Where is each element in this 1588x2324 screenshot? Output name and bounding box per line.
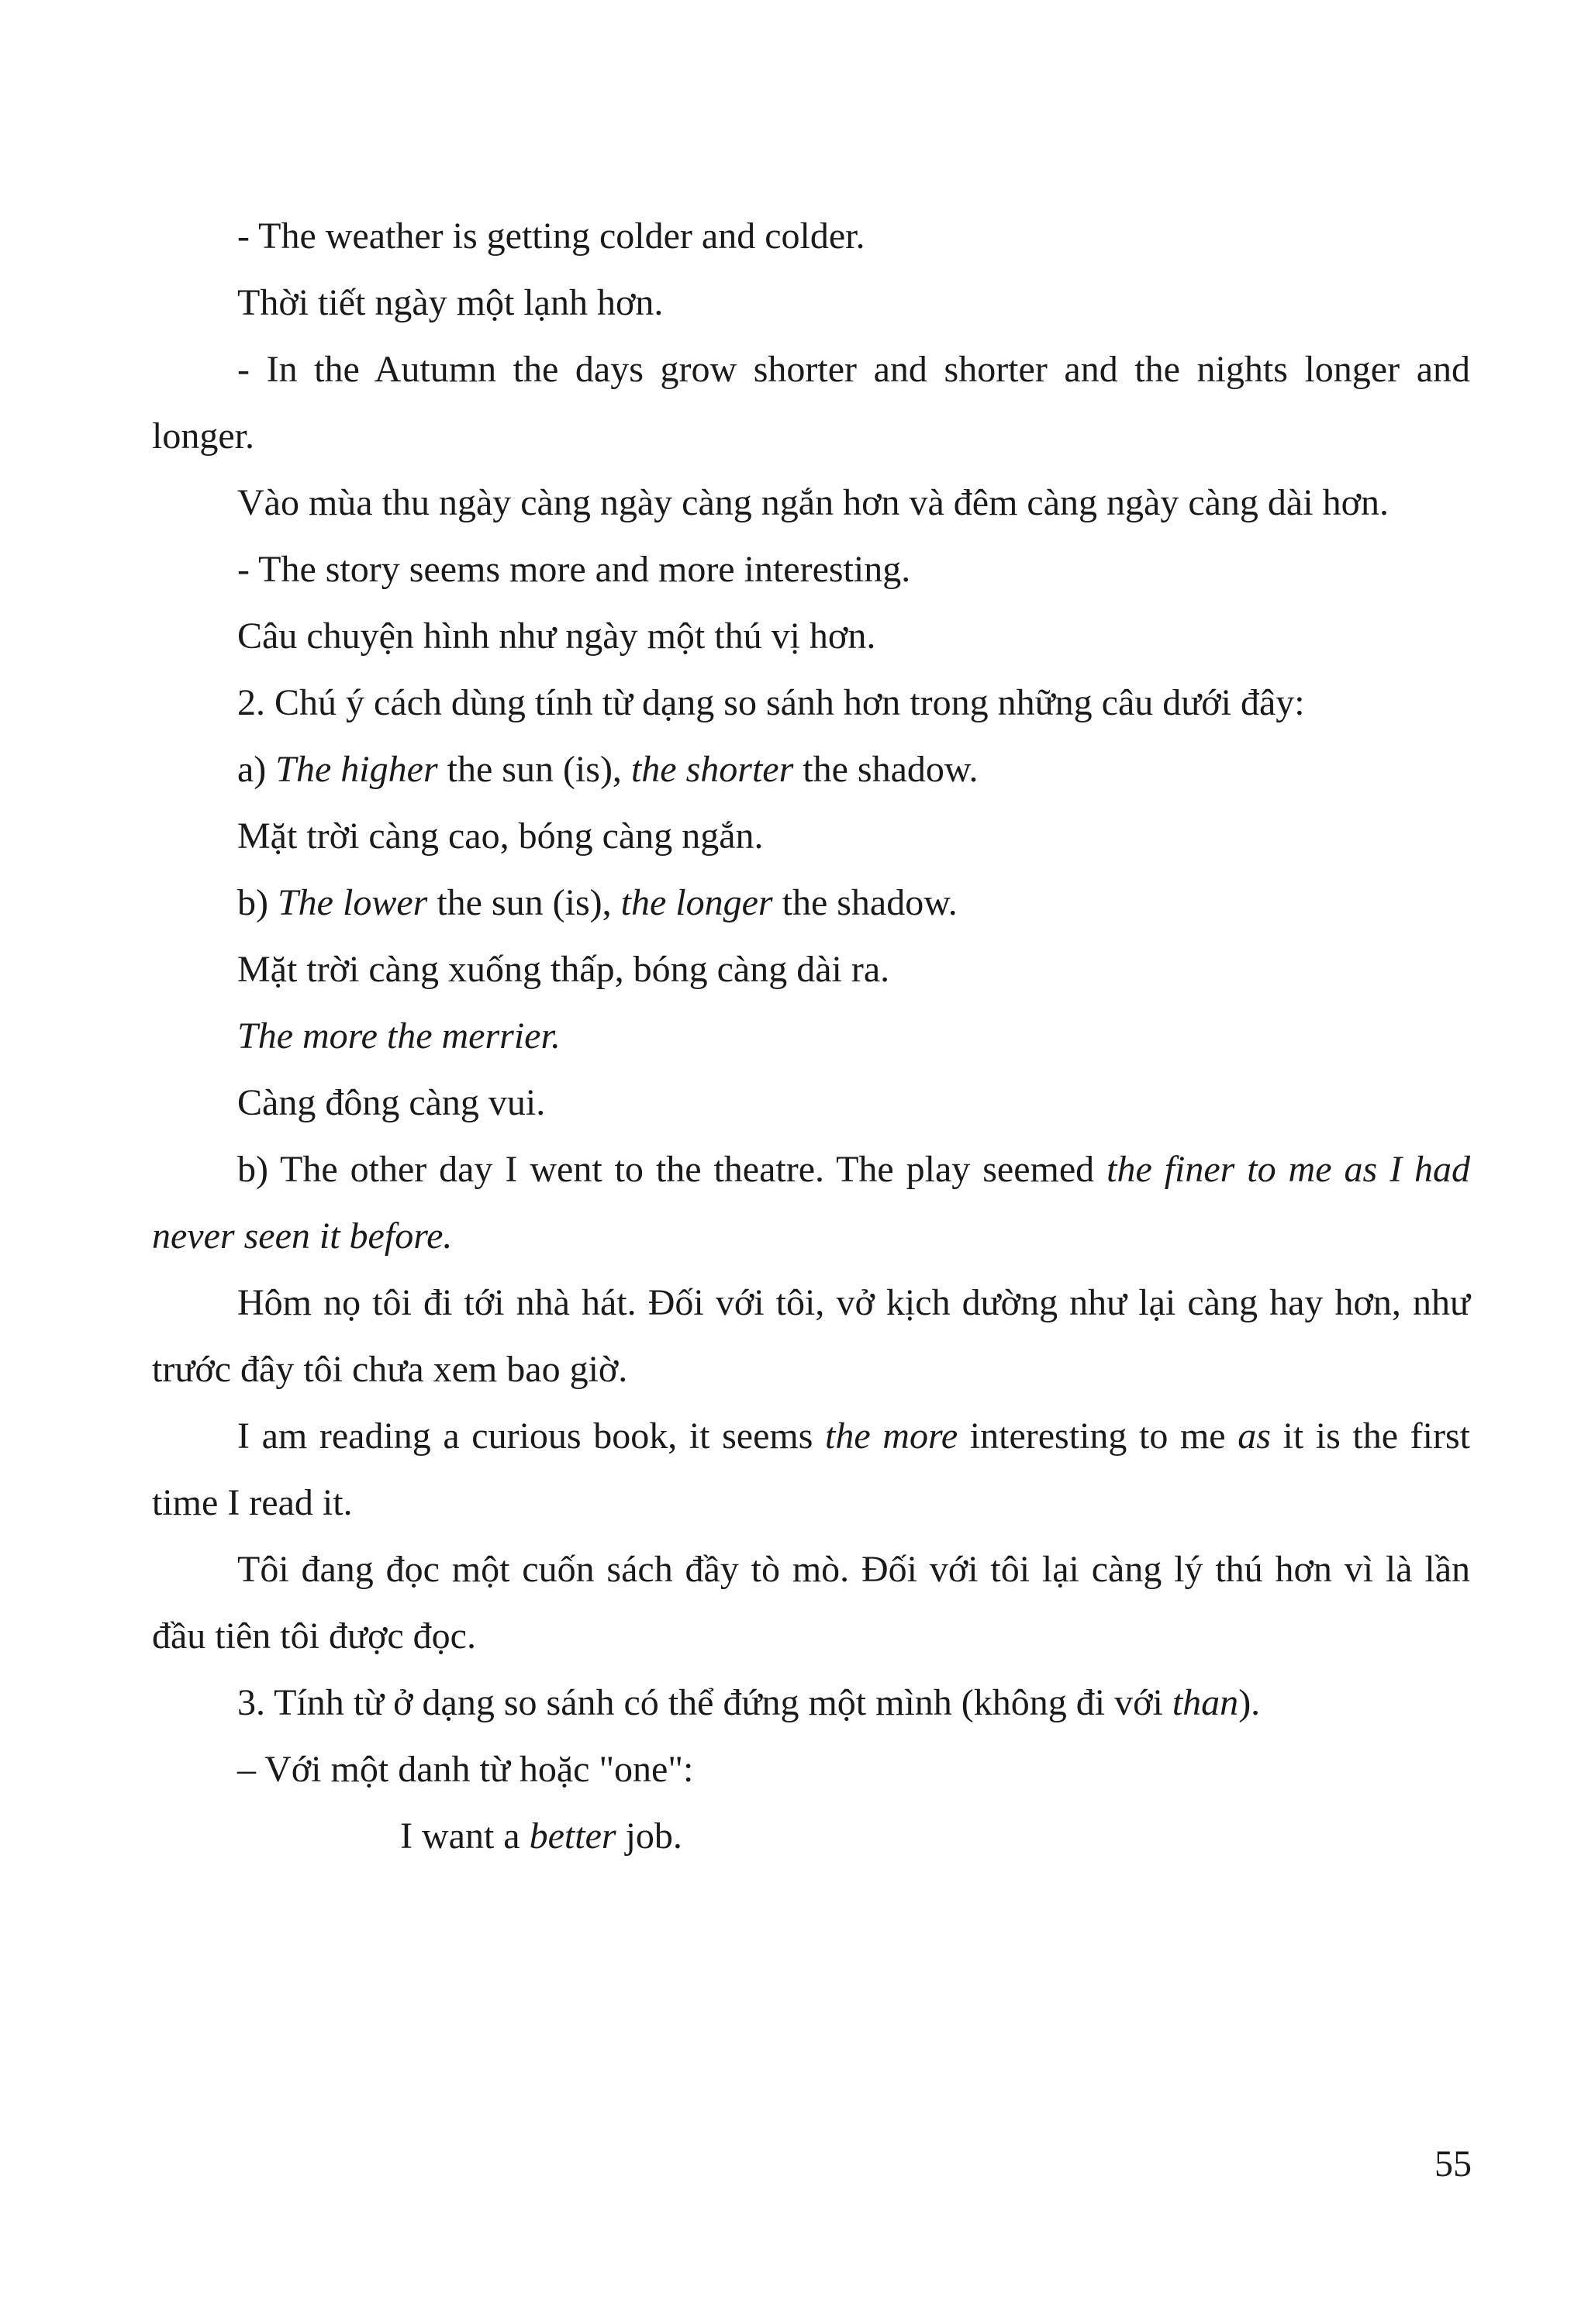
line-2-part-0: Thời tiết ngày một lạnh hơn. [237,282,664,323]
text-line-1 [152,203,1470,270]
text-line-15 [152,1270,1470,1403]
text-line-18 [152,1670,1470,1736]
text-line-14 [152,1136,1470,1270]
line-13-part-0: Càng đông càng vui. [237,1082,546,1123]
line-16-part-0: I am reading a curious book, it seems [237,1415,826,1457]
text-line-16 [152,1403,1470,1536]
line-8-part-3: the shorter [630,749,794,790]
line-20-part-0: I want a [400,1815,530,1857]
line-8-part-0: a) [237,749,276,790]
line-18-part-0: 3. Tính từ ở dạng so sánh có thể đứng một mình (không đi với [237,1682,1172,1723]
text-line-11 [152,936,1470,1003]
line-1-part-0: - The weather is getting colder and colder. [237,216,865,257]
line-10-part-0: b) [237,882,278,923]
line-20-part-2: job. [616,1815,682,1857]
line-8-part-4: the shadow. [793,749,979,790]
text-line-9 [152,803,1470,870]
line-16-part-2: interesting to me [958,1415,1238,1457]
line-14-part-1: the finer to me as I had never seen it before. [152,1149,1471,1257]
line-4-part-0: Vào mùa thu ngày càng ngày càng ngắn hơn và đêm càng ngày càng dài hơn. [237,482,1389,523]
line-5-part-0: - The story seems more and more interesting. [237,549,911,590]
text-line-17 [152,1536,1470,1670]
line-14-part-0: b) The other day I went to the theatre. The play seemed [237,1149,1107,1190]
text-line-3 [152,336,1470,470]
text-line-5 [152,536,1470,603]
line-10-part-3: the longer [620,882,773,923]
line-11-part-0: Mặt trời càng xuống thấp, bóng càng dài ra. [237,949,890,990]
text-line-13 [152,1070,1470,1136]
line-10-part-1: The lower [277,882,428,923]
line-8-part-1: The higher [275,749,438,790]
line-6-part-0: Câu chuyện hình như ngày một thú vị hơn. [237,615,876,657]
line-7-part-0: 2. Chú ý cách dùng tính từ dạng so sánh hơn trong những câu dưới đây: [237,682,1305,723]
text-line-20 [152,1803,1470,1870]
line-15-part-0: Hôm nọ tôi đi tới nhà hát. Đối với tôi, vở kịch dường như lại càng hay hơn, như trước đây tôi chưa xem bao giờ. [152,1282,1470,1390]
text-line-19 [152,1736,1470,1803]
line-10-part-4: the shadow. [772,882,958,923]
line-18-part-1: than [1172,1682,1239,1723]
text-line-7 [152,670,1470,736]
line-18-part-2: ). [1238,1682,1261,1723]
line-12-part-0: The more the merrier. [237,1015,561,1057]
line-8-part-2: the sun (is), [437,749,631,790]
text-line-12 [152,1003,1470,1070]
line-16-part-3: as [1238,1415,1271,1457]
text-line-8 [152,736,1470,803]
page-number: 55 [1434,2143,1472,2184]
line-9-part-0: Mặt trời càng cao, bóng càng ngắn. [237,815,764,857]
line-16-part-1: the more [825,1415,958,1457]
line-10-part-2: the sun (is), [427,882,621,923]
line-17-part-0: Tôi đang đọc một cuốn sách đầy tò mò. Đối với tôi lại càng lý thú hơn vì là lần đầu tiên tôi được đọc. [152,1549,1470,1657]
text-line-6 [152,603,1470,670]
page-text [152,203,1470,1870]
line-19-part-0: – Với một danh từ hoặc "one": [237,1749,694,1790]
line-20-part-1: better [529,1815,616,1857]
line-16-part-4: it is the first time I read it. [152,1415,1471,1523]
text-line-4 [152,470,1470,536]
text-line-2 [152,270,1470,336]
line-3-part-0: - In the Autumn the days grow shorter and shorter and the nights longer and longer. [152,349,1470,457]
text-line-10 [152,870,1470,936]
